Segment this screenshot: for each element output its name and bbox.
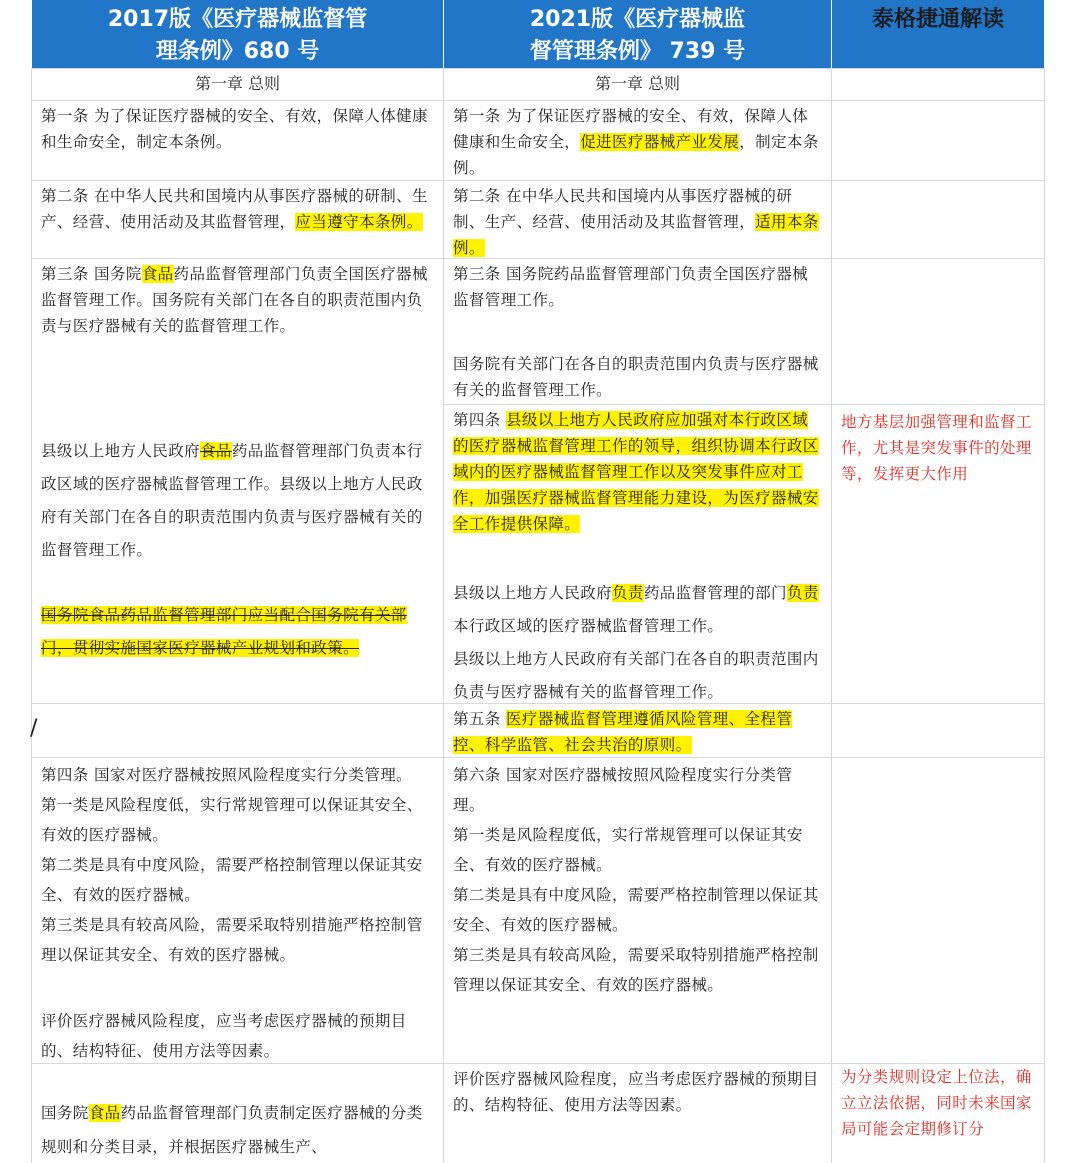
article-5-new: 第五条 医疗器械监督管理遵循风险管理、全程管控、科学监管、社会共治的原则。 [444,704,832,757]
classification-row [31,758,1045,1064]
highlight-added: 县级以上地方人民政府应加强对本行政区域的医疗器械监督管理工作的领导，组织协调本行政区域内的医疗器械监督管理工作以及突发事件应对工作，加强医疗器械监督管理能力建设，为医疗器械安全工作提供保障。 [453,411,819,533]
article-1-note [832,101,1045,180]
chapter-new: 第一章 总则 [444,69,832,100]
table-header-row [31,0,1045,69]
article-4-note: 地方基层加强管理和监督工作，尤其是突发事件的处理等，发挥更大作用 [832,405,1045,704]
classification-rules-row [31,1064,1045,1163]
article-2-old: 第二条 在中华人民共和国境内从事医疗器械的研制、生产、经营、使用活动及其监督管理，应当遵守本条例。 [31,181,444,258]
article-4-new: 第四条 县级以上地方人民政府应加强对本行政区域的医疗器械监督管理工作的领导，组织协调本行政区域内的医疗器械监督管理工作以及突发事件应对工作，加强医疗器械监督管理能力建设，为医疗器械安全工作提供保障。 县级以上地方人民政府负责药品监督管理的部门负责本行政区域的医疗器械监督管理工作。 县级以上地方人民政府有关部门在各自的职责范围内负责与医疗器械有关的监督管理工作。 [444,405,832,704]
article-6-new: 第六条 国家对医疗器械按照风险程度实行分类管理。 第一类是风险程度低，实行常规管理可以保证其安全、有效的医疗器械。 第二类是具有中度风险，需要严格控制管理以保证其安全、有效的医疗器械。 第三类是具有较高风险，需要采取特别措施严格控制管理以保证其安全、有效的医疗器械。 [444,758,832,1063]
article-1-new: 第一条 为了保证医疗器械的安全、有效，保障人体健康和生命安全，促进医疗器械产业发展，制定本条例。 [444,101,832,180]
article-2-note [832,181,1045,258]
article-2-row [31,181,1045,259]
deleted-word: 食品 [88,1104,121,1122]
rules-note: 为分类规则设定上位法，确立立法依据，同时未来国家局可能会定期修订分 [832,1064,1045,1163]
header-interpretation: 泰格捷通解读 [832,0,1045,68]
article-3-new: 第三条 国务院药品监督管理部门负责全国医疗器械监督管理工作。 国务院有关部门在各自的职责范围内负责与医疗器械有关的监督管理工作。 [444,259,832,405]
article-4-old: 第四条 国家对医疗器械按照风险程度实行分类管理。 第一类是风险程度低，实行常规管理可以保证其安全、有效的医疗器械。 第二类是具有中度风险，需要严格控制管理以保证其安全、有效的医疗器械。 第三类是具有较高风险，需要采取特别措施严格控制管理以保证其安全、有效的医疗器械。 评价医疗器械风险程度，应当考虑医疗器械的预期目的、结构特征、使用方法等因素。 [31,758,444,1063]
article-3-old: 第三条 国务院食品药品监督管理部门负责全国医疗器械监督管理工作。国务院有关部门在各自的职责范围内负责与医疗器械有关的监督管理工作。 县级以上地方人民政府食品药品监督管理部门负责本行政区域的医疗器械监督管理工作。县级以上地方人民政府有关部门在各自的职责范围内负责与医疗器械有关的监督管理工作。 国务院食品药品监督管理部门应当配合国务院有关部门，贯彻实施国家医疗器械产业规划和政策。 [31,259,444,704]
article-5-note [832,704,1045,757]
article-2-new: 第二条 在中华人民共和国境内从事医疗器械的研制、生产、经营、使用活动及其监督管理，适用本条例。 [444,181,832,258]
rules-old: 国务院食品药品监督管理部门负责制定医疗器械的分类规则和分类目录，并根据医疗器械生产、 [31,1064,444,1163]
deleted-paragraph: 国务院食品药品监督管理部门应当配合国务院有关部门，贯彻实施国家医疗器械产业规划和政策。 [41,606,407,657]
article-3-row [31,259,1045,704]
chapter-row [31,69,1045,101]
highlight-changed: 应当遵守本条例。 [295,213,423,231]
article-1-old: 第一条 为了保证医疗器械的安全、有效，保障人体健康和生命安全，制定本条例。 [31,101,444,180]
classification-note [832,758,1045,1063]
highlight-changed: 负责 [612,584,644,602]
article-3-note [832,259,1045,405]
chapter-note [832,69,1045,100]
slash-mark: / [30,716,38,741]
header-old-version: 2017版《医疗器械监督管理条例》680 号 [31,0,444,68]
article-1-row [31,101,1045,181]
highlight-added: 医疗器械监督管理遵循风险管理、全程管控、科学监管、社会共治的原则。 [453,710,793,754]
deleted-word: 食品 [141,265,174,283]
rules-new: 评价医疗器械风险程度，应当考虑医疗器械的预期目的、结构特征、使用方法等因素。 [444,1064,832,1163]
highlight-changed: 负责 [786,584,819,602]
highlight-changed: 适用本条例。 [453,213,819,257]
highlight-added: 促进医疗器械产业发展 [580,133,740,151]
deleted-word: 食品 [200,442,232,460]
chapter-old: 第一章 总则 [31,69,444,100]
article-5-row [31,704,1045,758]
article-5-old [31,704,444,757]
header-new-version: 2021版《医疗器械监督管理条例》 739 号 [444,0,832,68]
